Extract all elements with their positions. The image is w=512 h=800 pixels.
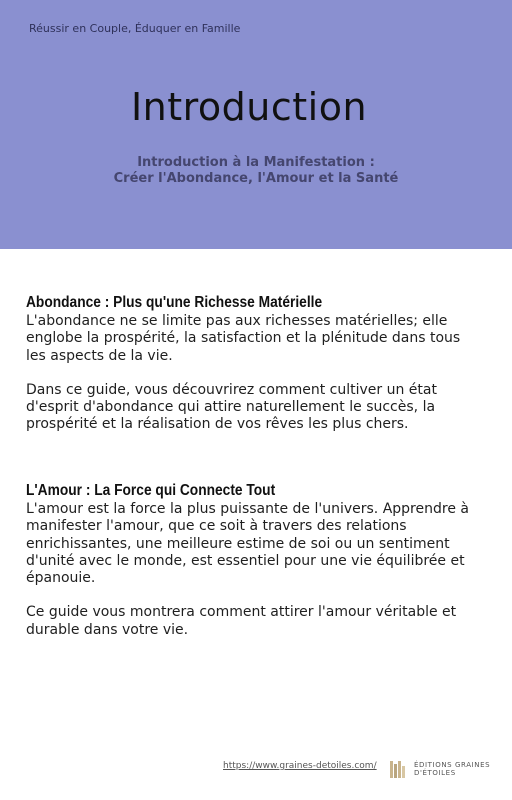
subtitle-line-1: Introduction à la Manifestation : bbox=[137, 155, 375, 170]
header-banner bbox=[0, 0, 512, 249]
section-abondance bbox=[26, 293, 476, 434]
page-title: Introduction bbox=[130, 85, 368, 129]
publisher-logo bbox=[390, 759, 500, 779]
section-paragraph: L'amour est la force la plus puissante de l'univers. Apprendre à manifester l'amour, que ce soit à travers des relations enrichissantes, une meilleure estime de soi ou un sentiment d'unité avec le monde, est essentiel pour une vie équilibrée et épanouie. bbox=[26, 501, 469, 587]
page-subtitle bbox=[0, 155, 512, 187]
section-heading: Abondance : Plus qu'une Richesse Matérielle bbox=[26, 294, 323, 311]
section-paragraph: Dans ce guide, vous découvrirez comment cultiver un état d'esprit d'abondance qui attire naturellement le succès, la prospérité et la réalisation de vos rêves les plus chers. bbox=[26, 381, 437, 433]
series-title: Réussir en Couple, Éduquer en Famille bbox=[29, 22, 241, 35]
subtitle-line-2: Créer l'Abondance, l'Amour et la Santé bbox=[113, 171, 399, 186]
section-heading: L'Amour : La Force qui Connecte Tout bbox=[26, 482, 276, 499]
publisher-name-line-1: ÉDITIONS GRAINES bbox=[414, 761, 491, 769]
section-paragraph: L'abondance ne se limite pas aux richesses matérielles; elle englobe la prospérité, la satisfaction et la plénitude dans tous les aspects de la vie. bbox=[26, 313, 461, 364]
books-icon bbox=[390, 761, 409, 778]
publisher-name bbox=[414, 761, 490, 777]
section-paragraph: Ce guide vous montrera comment attirer l'amour véritable et durable dans votre vie. bbox=[26, 604, 457, 638]
website-link[interactable]: https://www.graines-detoiles.com/ bbox=[223, 761, 377, 771]
publisher-name-line-2: D'ÉTOILES bbox=[414, 769, 456, 777]
section-amour bbox=[26, 481, 476, 639]
